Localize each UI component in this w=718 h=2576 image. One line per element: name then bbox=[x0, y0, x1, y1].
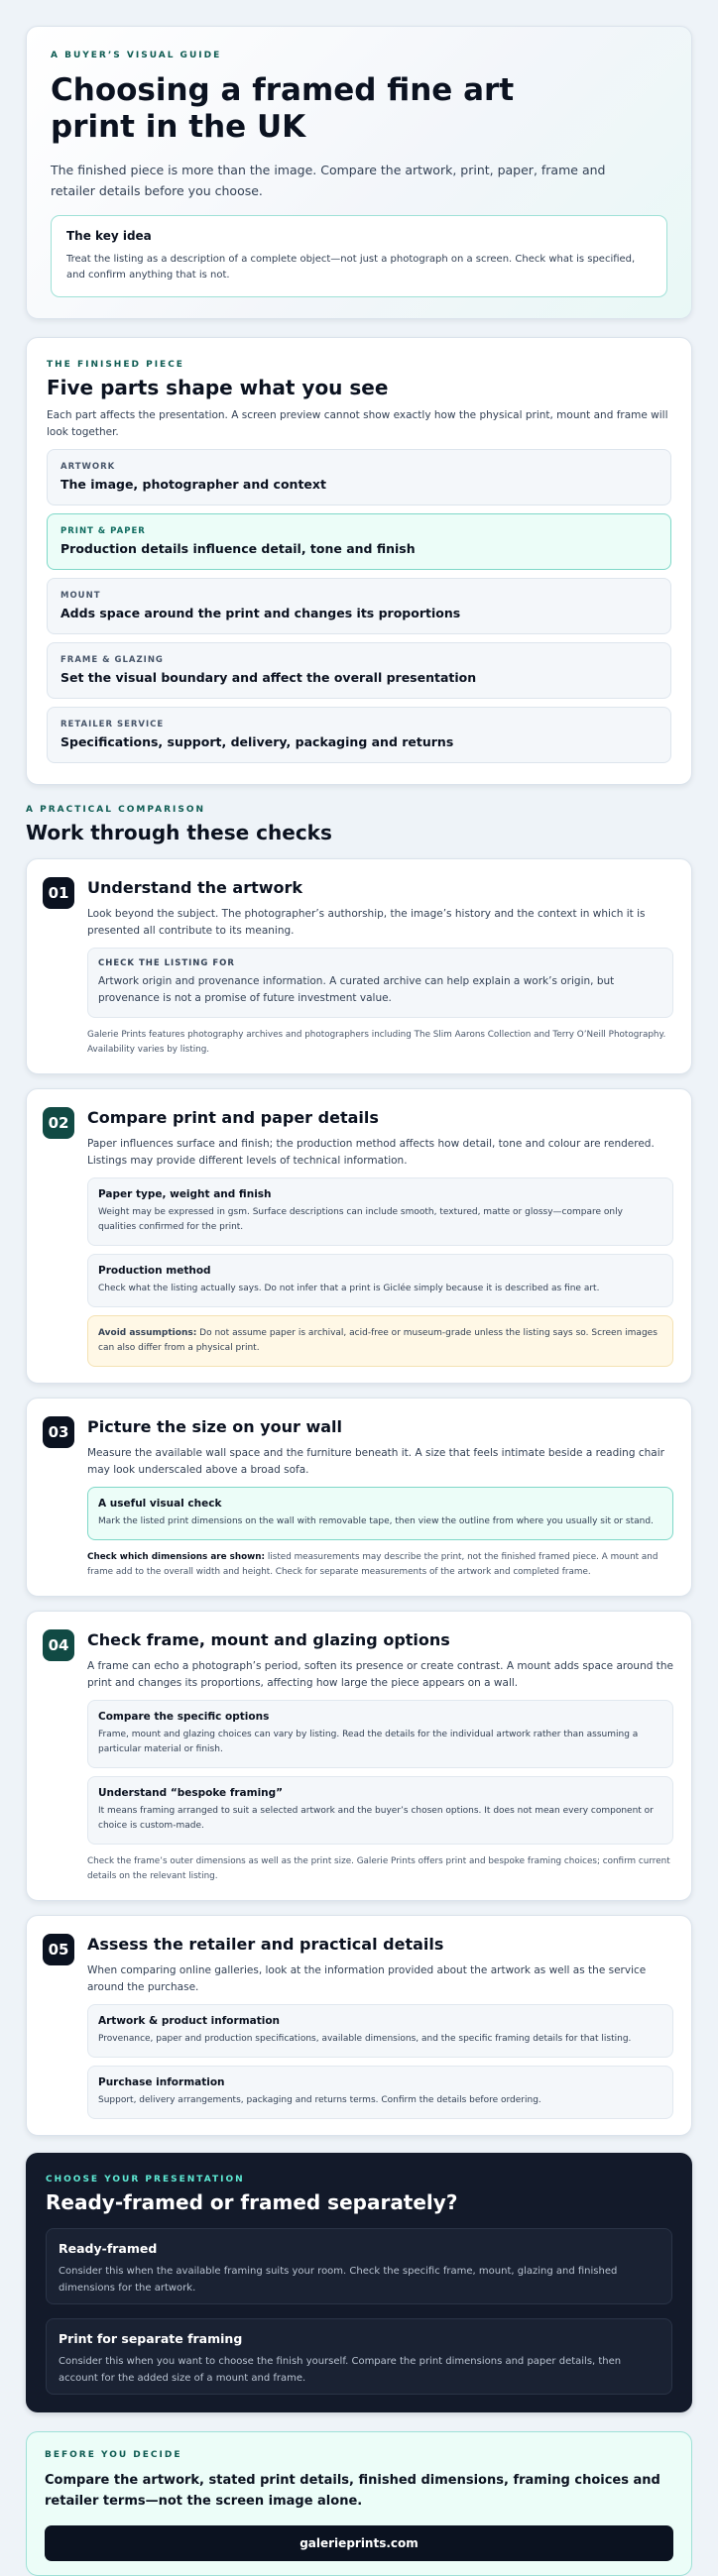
step-card-5 bbox=[26, 1915, 692, 2136]
finished-piece-card bbox=[26, 337, 692, 785]
visual-check-text: Mark the listed print dimensions on the wall with removable tape, then view the outline from where you usually sit or stand. bbox=[98, 1516, 654, 1526]
step-intro: Measure the available wall space and the furniture beneath it. A size that feels intimate beside a reading chair may look underscaled above a broad sofa. bbox=[87, 1447, 664, 1476]
detail-box bbox=[87, 1254, 673, 1307]
step-body bbox=[87, 1416, 673, 1580]
step-intro: When comparing online galleries, look at the information provided about the artwork as well as the service around the purchase. bbox=[87, 1964, 647, 1993]
detail-title: Understand “bespoke framing” bbox=[98, 1787, 284, 1799]
warning-body: Do not assume paper is archival, acid-free or museum-grade unless the listing says so. Screen images can also differ from a physical print. bbox=[98, 1328, 658, 1353]
step-title: Assess the retailer and practical details bbox=[87, 1935, 444, 1954]
part-title: Set the visual boundary and affect the overall presentation bbox=[60, 670, 477, 685]
note-label: Check which dimensions are shown: bbox=[87, 1552, 266, 1562]
step-card-4 bbox=[26, 1611, 692, 1901]
step-title: Understand the artwork bbox=[87, 878, 303, 897]
part-title: The image, photographer and context bbox=[60, 477, 326, 492]
piece-desc: Each part affects the presentation. A screen preview cannot show exactly how the physical print, mount and frame will look together. bbox=[47, 409, 668, 438]
option-ready-framed bbox=[46, 2228, 672, 2304]
presentation-eyebrow: CHOOSE YOUR PRESENTATION bbox=[46, 2175, 245, 2184]
detail-box bbox=[87, 1177, 673, 1246]
detail-title: Compare the specific options bbox=[98, 1711, 270, 1723]
final-eyebrow: BEFORE YOU DECIDE bbox=[45, 2450, 182, 2460]
warning-text bbox=[98, 1326, 662, 1356]
step-note: Check the frame’s outer dimensions as well as the print size. Galerie Prints offers print and bespoke framing choices; confirm current details on the relevant listing. bbox=[87, 1856, 670, 1881]
comparison-title: Work through these checks bbox=[26, 821, 332, 844]
detail-text: Support, delivery arrangements, packaging and returns terms. Confirm the details before ordering. bbox=[98, 2095, 541, 2105]
part-frame-glazing bbox=[47, 642, 671, 699]
step-card-2 bbox=[26, 1088, 692, 1384]
option-title: Ready-framed bbox=[59, 2241, 158, 2256]
part-mount bbox=[47, 578, 671, 634]
part-tag: ARTWORK bbox=[60, 462, 116, 472]
part-artwork bbox=[47, 449, 671, 505]
hero-lead: The finished piece is more than the image. Compare the artwork, print, paper, frame and retailer details before you choose. bbox=[51, 163, 606, 198]
part-tag: RETAILER SERVICE bbox=[60, 720, 165, 729]
piece-eyebrow: THE FINISHED PIECE bbox=[47, 360, 184, 370]
step-intro: Paper influences surface and finish; the production method affects how detail, tone and colour are rendered. Listings may provide different levels of technical information. bbox=[87, 1138, 655, 1167]
warning-box bbox=[87, 1315, 673, 1367]
option-text: Consider this when you want to choose the finish yourself. Compare the print dimensions and paper details, then account for the added size of a mount and frame. bbox=[59, 2356, 622, 2384]
detail-title: Paper type, weight and finish bbox=[98, 1188, 272, 1200]
detail-text: Check what the listing actually says. Do not infer that a print is Giclée simply because it is described as fine art. bbox=[98, 1284, 600, 1293]
step-title: Check frame, mount and glazing options bbox=[87, 1630, 450, 1649]
detail-box bbox=[87, 1700, 673, 1768]
page-title: Choosing a framed fine art print in the UK bbox=[51, 72, 515, 145]
part-tag: MOUNT bbox=[60, 591, 101, 601]
option-text: Consider this when the available framing suits your room. Check the specific frame, mount, glazing and finished dimensions for the artwork. bbox=[59, 2266, 618, 2294]
part-retailer-service bbox=[47, 707, 671, 763]
part-title: Adds space around the print and changes its proportions bbox=[60, 606, 461, 620]
key-idea-box bbox=[51, 215, 667, 297]
check-listing-box bbox=[87, 948, 673, 1018]
visual-check-box bbox=[87, 1487, 673, 1540]
final-card bbox=[26, 2431, 692, 2576]
step-number: 03 bbox=[43, 1416, 74, 1448]
detail-box bbox=[87, 2066, 673, 2119]
step-number: 02 bbox=[43, 1107, 74, 1139]
part-title: Production details influence detail, tone and finish bbox=[60, 541, 416, 556]
part-title: Specifications, support, delivery, packaging and returns bbox=[60, 734, 454, 749]
presentation-card bbox=[26, 2153, 692, 2412]
detail-title: Production method bbox=[98, 1265, 211, 1277]
option-title: Print for separate framing bbox=[59, 2331, 243, 2346]
step-number: 05 bbox=[43, 1934, 74, 1965]
option-separate-framing bbox=[46, 2318, 672, 2395]
part-tag: FRAME & GLAZING bbox=[60, 655, 164, 665]
step-body bbox=[87, 1629, 673, 1884]
step-card-1 bbox=[26, 858, 692, 1074]
step-intro: Look beyond the subject. The photographer’s authorship, the image’s history and the context in which it is presented all contribute to its meaning. bbox=[87, 908, 646, 937]
detail-text: Frame, mount and glazing choices can vary by listing. Read the details for the individual artwork rather than assuming a particular material or finish. bbox=[98, 1730, 639, 1754]
step-note bbox=[87, 1550, 673, 1580]
step-card-3 bbox=[26, 1398, 692, 1597]
final-summary: Compare the artwork, stated print details, finished dimensions, framing choices and retailer terms—not the screen image alone. bbox=[45, 2473, 660, 2509]
detail-box bbox=[87, 1776, 673, 1845]
step-body bbox=[87, 1934, 673, 2119]
hero-eyebrow: A BUYER’S VISUAL GUIDE bbox=[51, 51, 222, 60]
visual-check-title: A useful visual check bbox=[98, 1498, 222, 1510]
website-link-button[interactable]: galerieprints.com bbox=[45, 2525, 673, 2561]
detail-title: Artwork & product information bbox=[98, 2015, 281, 2027]
detail-text: Provenance, paper and production specifications, available dimensions, and the specific framing details for that listing. bbox=[98, 2034, 632, 2044]
detail-text: It means framing arranged to suit a selected artwork and the buyer’s chosen options. It does not mean every component or choice is custom-made. bbox=[98, 1806, 654, 1831]
detail-box bbox=[87, 2004, 673, 2058]
detail-title: Purchase information bbox=[98, 2076, 225, 2088]
step-title: Compare print and paper details bbox=[87, 1108, 379, 1127]
step-body bbox=[87, 877, 673, 1058]
step-number: 01 bbox=[43, 877, 74, 909]
key-idea-text: Treat the listing as a description of a complete object—not just a photograph on a screen. Check what is specified, and confirm anything that is not. bbox=[66, 254, 636, 280]
check-tag: CHECK THE LISTING FOR bbox=[98, 958, 235, 968]
part-tag: PRINT & PAPER bbox=[60, 526, 146, 536]
detail-text: Weight may be expressed in gsm. Surface descriptions can include smooth, textured, matte or glossy—compare only qualities confirmed for the print. bbox=[98, 1207, 623, 1232]
step-body bbox=[87, 1107, 673, 1367]
note-body: listed measurements may describe the print, not the finished framed piece. A mount and frame add to the overall width and height. Check for separate measurements of the artwork and completed frame. bbox=[87, 1552, 658, 1577]
step-number: 04 bbox=[43, 1629, 74, 1661]
piece-title: Five parts shape what you see bbox=[47, 376, 389, 399]
check-text: Artwork origin and provenance information. A curated archive can help explain a work’s origin, but provenance is not a promise of future investment value. bbox=[98, 975, 615, 1004]
step-note: Galerie Prints features photography archives and photographers including The Slim Aarons Collection and Terry O’Neill Photography. Availability varies by listing. bbox=[87, 1030, 666, 1055]
part-print-paper bbox=[47, 513, 671, 570]
comparison-eyebrow: A PRACTICAL COMPARISON bbox=[26, 805, 206, 815]
warning-label: Avoid assumptions: bbox=[98, 1328, 197, 1338]
hero-card bbox=[26, 26, 692, 319]
step-intro: A frame can echo a photograph’s period, soften its presence or create contrast. A mount adds space around the print and changes its proportions, affecting how large the piece appears on a wall. bbox=[87, 1660, 673, 1689]
comparison-heading bbox=[26, 805, 692, 844]
step-title: Picture the size on your wall bbox=[87, 1417, 343, 1436]
presentation-title: Ready-framed or framed separately? bbox=[46, 2190, 458, 2214]
key-idea-title: The key idea bbox=[66, 229, 152, 243]
